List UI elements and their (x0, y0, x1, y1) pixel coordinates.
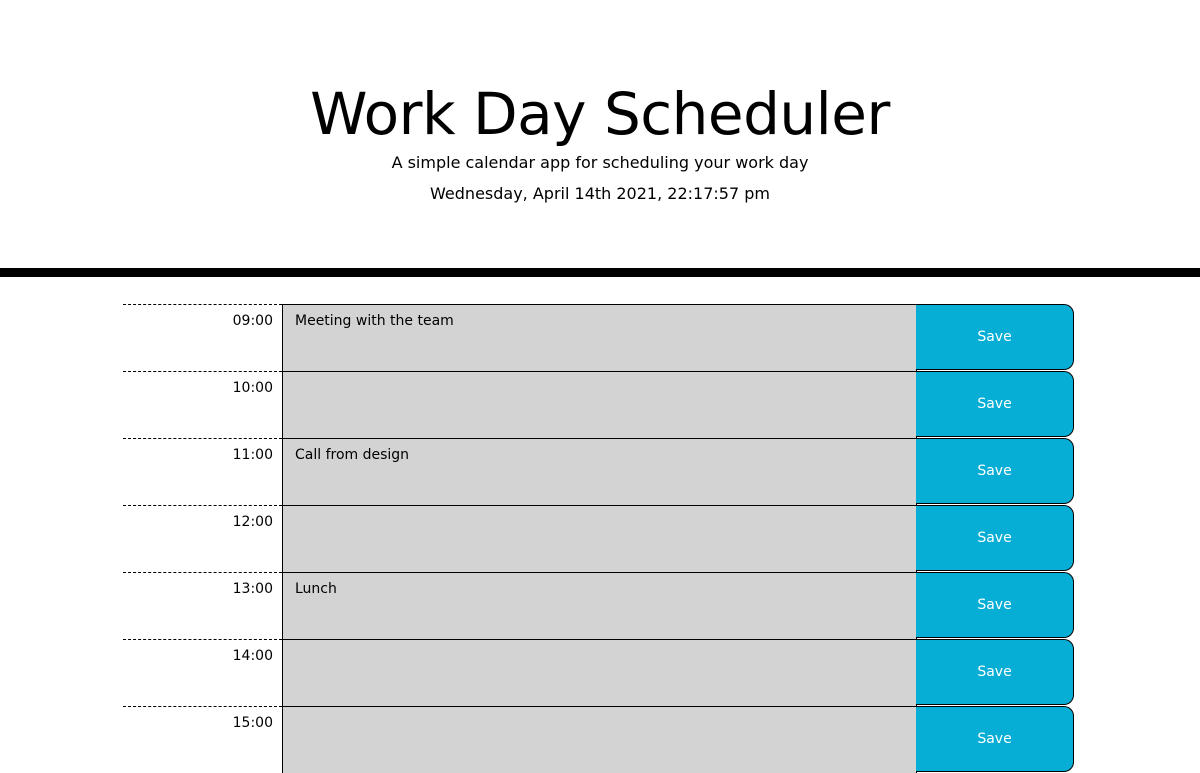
time-block-1000 (123, 371, 1075, 438)
time-block-1200 (123, 505, 1075, 572)
app-subtitle: A simple calendar app for scheduling your work day (391, 153, 809, 172)
save-button[interactable]: Save (916, 639, 1074, 705)
time-block-0900 (123, 304, 1075, 371)
time-block-1500 (123, 706, 1075, 773)
hour-label: 11:00 (123, 438, 282, 505)
description-input[interactable] (282, 639, 917, 706)
time-block-1300 (123, 572, 1075, 639)
hour-label: 15:00 (123, 706, 282, 773)
save-button[interactable]: Save (916, 572, 1074, 638)
hour-label: 10:00 (123, 371, 282, 438)
hour-label: 12:00 (123, 505, 282, 572)
time-block-1400 (123, 639, 1075, 706)
description-input[interactable]: Lunch (282, 572, 917, 639)
description-input[interactable]: Call from design (282, 438, 917, 505)
app-title: Work Day Scheduler (310, 80, 890, 148)
save-button[interactable]: Save (916, 304, 1074, 370)
description-input[interactable] (282, 505, 917, 572)
description-input[interactable] (282, 706, 917, 773)
schedule-container (123, 304, 1075, 773)
description-input[interactable] (282, 371, 917, 438)
hour-label: 09:00 (123, 304, 282, 371)
hour-label: 14:00 (123, 639, 282, 706)
save-button[interactable]: Save (916, 371, 1074, 437)
time-block-1100 (123, 438, 1075, 505)
save-button[interactable]: Save (916, 438, 1074, 504)
save-button[interactable]: Save (916, 706, 1074, 772)
current-day: Wednesday, April 14th 2021, 22:17:57 pm (430, 184, 770, 203)
save-button[interactable]: Save (916, 505, 1074, 571)
hour-label: 13:00 (123, 572, 282, 639)
description-input[interactable]: Meeting with the team (282, 304, 917, 371)
header (0, 0, 1200, 277)
